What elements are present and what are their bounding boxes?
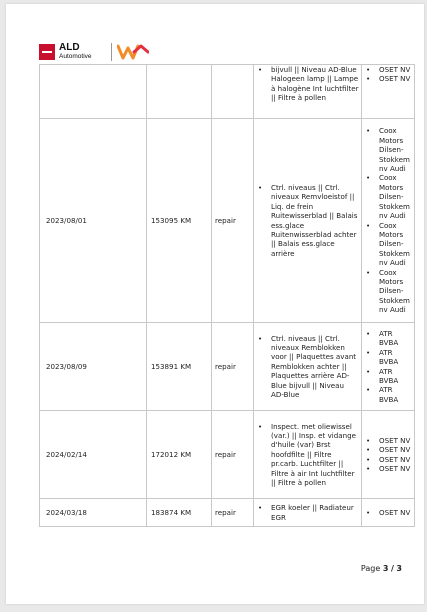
km-cell — [147, 65, 212, 119]
supplier-cell — [362, 65, 415, 119]
date-cell — [40, 65, 147, 119]
logo-divider — [111, 43, 112, 61]
supplier-item: • OSET NV — [362, 445, 414, 454]
supplier-item: • ATR BVBA — [362, 348, 414, 367]
km-cell: 153891 KM — [147, 323, 212, 411]
supplier-item: • Coox Motors Dilsen-Stokkem nv Audi — [362, 221, 414, 268]
page-separator: / — [390, 564, 394, 573]
type-cell: repair — [212, 119, 254, 323]
supplier-item: • ATR BVBA — [362, 329, 414, 348]
supplier-item: • OSET NV — [362, 508, 414, 517]
supplier-item: • OSET NV — [362, 74, 414, 83]
supplier-cell — [362, 323, 415, 411]
description-cell — [254, 499, 362, 527]
supplier-item: • Coox Motors Dilsen-Stokkem nv Audi — [362, 126, 414, 173]
description-item: • Ctrl. niveaus || Ctrl. niveaux Remvloeistof || Liq. de frein Ruitewisserblad || Balais ess.glace Ruitenwisserblad achter || Balais ess.glace arrière — [254, 183, 361, 258]
description-item: • Ctrl. niveaus || Ctrl. niveaux Remblokken voor || Plaquettes avant Remblokken achter || Plaquettes arrière AD-Blue bijvull || Niveau AD-Blue — [254, 334, 361, 400]
type-cell: repair — [212, 411, 254, 499]
table-row — [40, 119, 415, 323]
supplier-item: • ATR BVBA — [362, 367, 414, 386]
description-cell — [254, 65, 362, 119]
maintenance-history-table — [39, 64, 415, 527]
document-page — [6, 4, 424, 604]
description-cell — [254, 119, 362, 323]
supplier-item: • Coox Motors Dilsen-Stokkem nv Audi — [362, 268, 414, 315]
type-cell — [212, 65, 254, 119]
date-cell: 2024/02/14 — [40, 411, 147, 499]
page-total: 3 — [396, 564, 402, 573]
page-label: Page — [360, 564, 381, 573]
table-row — [40, 411, 415, 499]
ald-logo-mark — [39, 44, 55, 60]
date-cell: 2023/08/09 — [40, 323, 147, 411]
supplier-item: • OSET NV — [362, 464, 414, 473]
table-row — [40, 499, 415, 527]
table-row — [40, 323, 415, 411]
page-number — [361, 564, 402, 573]
supplier-item: • OSET NV — [362, 455, 414, 464]
date-cell: 2024/03/18 — [40, 499, 147, 527]
type-cell: repair — [212, 499, 254, 527]
km-cell: 172012 KM — [147, 411, 212, 499]
type-cell: repair — [212, 323, 254, 411]
brand-name: ALD — [59, 42, 80, 53]
supplier-item: • OSET NV — [362, 436, 414, 445]
lp-logo-icon — [117, 43, 149, 61]
description-item: • EGR koeler || Radiateur EGR — [254, 503, 361, 522]
supplier-cell — [362, 119, 415, 323]
table-row — [40, 65, 415, 119]
description-cell — [254, 411, 362, 499]
description-cell — [254, 323, 362, 411]
description-item: • Inspect. met oliewissel (var.) || Insp. et vidange d'huile (var) Brst hoofdfilte || Filtre pr.carb. Luchtfilter || Filtre à air Int luchtfilter || Filtre à pollen — [254, 422, 361, 488]
km-cell: 153095 KM — [147, 119, 212, 323]
page-header — [39, 41, 239, 65]
brand-subtitle: Automotive — [59, 53, 92, 60]
date-cell: 2023/08/01 — [40, 119, 147, 323]
supplier-item: • Coox Motors Dilsen-Stokkem nv Audi — [362, 173, 414, 220]
supplier-cell — [362, 411, 415, 499]
supplier-item: • OSET NV — [362, 65, 414, 74]
km-cell: 183874 KM — [147, 499, 212, 527]
page-current: 3 — [382, 564, 389, 573]
supplier-cell — [362, 499, 415, 527]
description-item: • bijvull || Niveau AD-Blue Halogeen lamp || Lampe à halogène Int luchtfilter || Filtre à pollen — [254, 65, 361, 103]
supplier-item: • ATR BVBA — [362, 385, 414, 404]
